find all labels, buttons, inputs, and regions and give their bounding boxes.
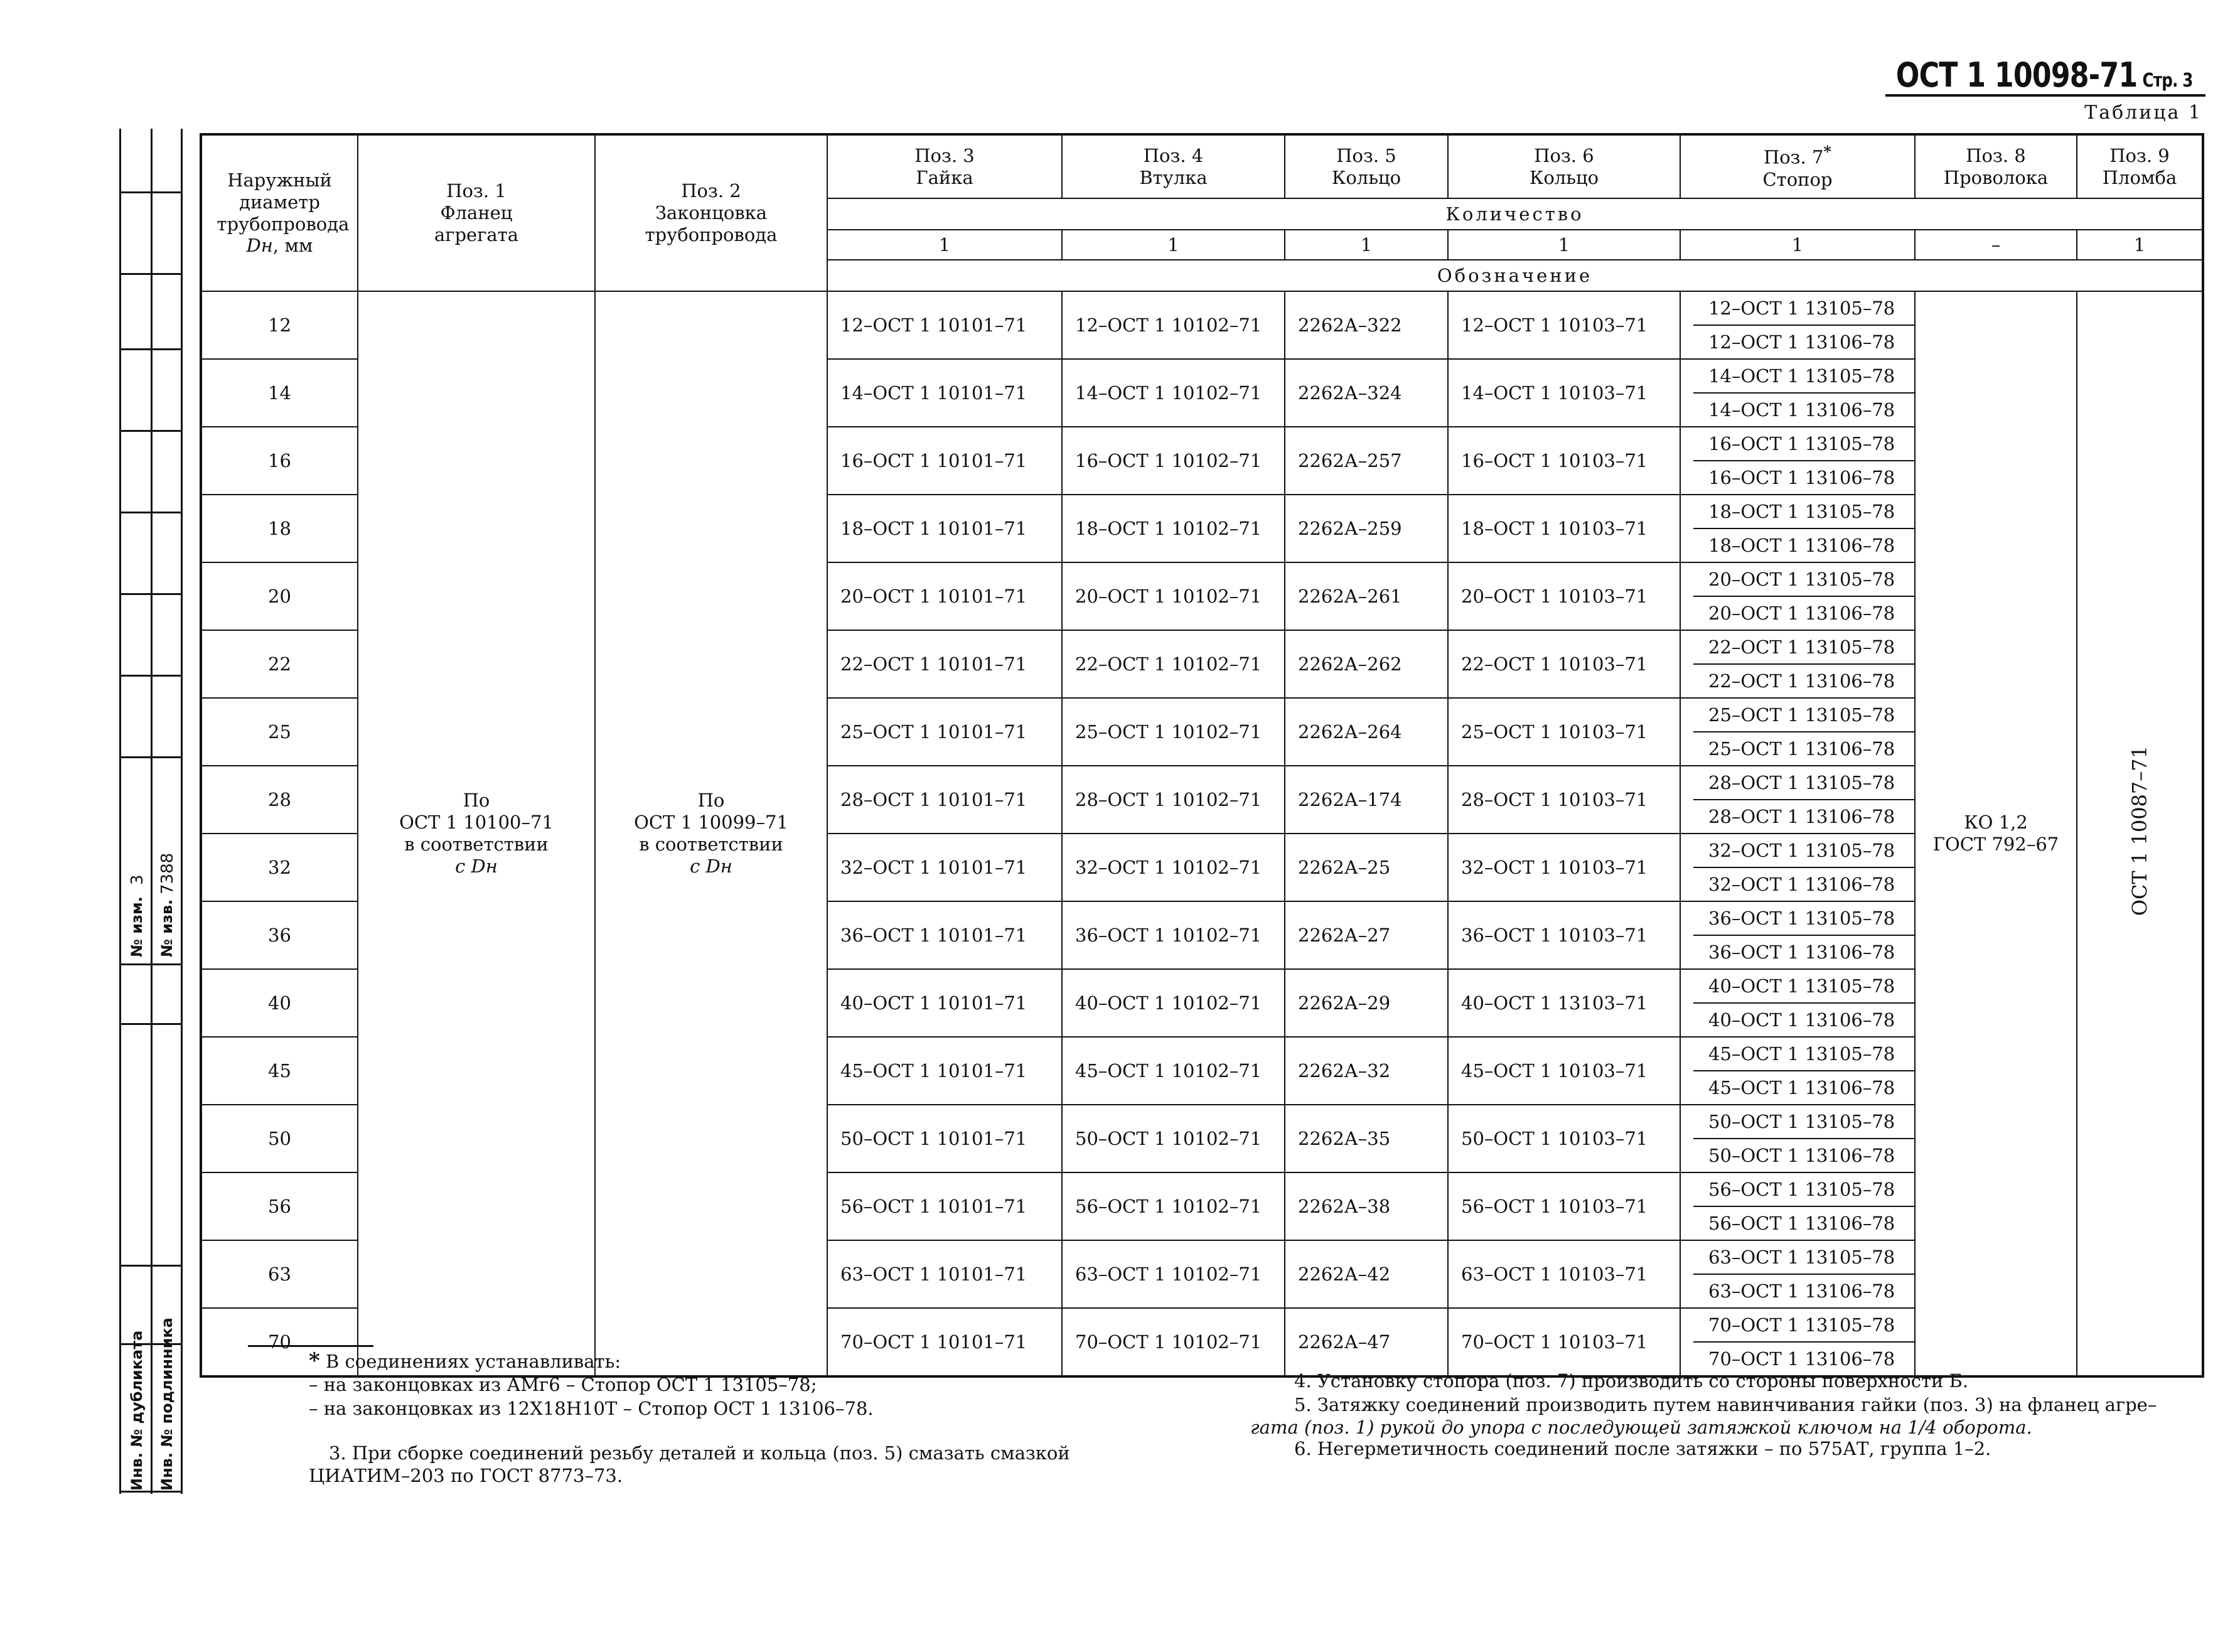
cell-pos4: 63–ОСТ 1 10102–71 <box>1062 1240 1285 1308</box>
header-pos9 <box>2077 134 2203 198</box>
cell-pos7-a: 25–ОСТ 1 13105–78 <box>1693 699 1914 732</box>
cell-pos6: 32–ОСТ 1 10103–71 <box>1448 834 1680 901</box>
header-pos4-number: Поз. 4 <box>1143 144 1204 166</box>
designation-label: Обозначение <box>827 260 2203 291</box>
note-6: 6. Негерметичность соединений после затяжки – по 575АТ, группа 1–2. <box>1294 1438 1991 1459</box>
cell-pos4: 25–ОСТ 1 10102–71 <box>1062 698 1285 766</box>
cell-pos3: 20–ОСТ 1 10101–71 <box>827 562 1062 630</box>
cell-pos7-a: 22–ОСТ 1 13105–78 <box>1693 631 1914 665</box>
stamp-dubl-label: Инв. № дубликата <box>128 1330 146 1491</box>
stamp-line <box>119 273 182 275</box>
cell-pos4: 36–ОСТ 1 10102–71 <box>1062 901 1285 969</box>
cell-pos4: 22–ОСТ 1 10102–71 <box>1062 630 1285 698</box>
cell-pos4: 28–ОСТ 1 10102–71 <box>1062 766 1285 834</box>
footnote-rule <box>248 1345 373 1347</box>
cell-pos6: 70–ОСТ 1 10103–71 <box>1448 1308 1680 1376</box>
stamp-izm-label: № изм. <box>128 896 146 957</box>
cell-pos7-b: 40–ОСТ 1 13106–78 <box>1708 1009 1895 1031</box>
cell-pos3: 28–ОСТ 1 10101–71 <box>827 766 1062 834</box>
note-3-line2: ЦИАТИМ–203 по ГОСТ 8773–73. <box>309 1465 623 1486</box>
header-underline <box>1885 94 2205 97</box>
header-diameter-symbol: Dн <box>246 235 273 257</box>
cell-pos7-b: 25–ОСТ 1 13106–78 <box>1708 738 1895 759</box>
cell-pos7-a: 12–ОСТ 1 13105–78 <box>1693 292 1914 326</box>
cell-pos7-a: 14–ОСТ 1 13105–78 <box>1693 360 1914 394</box>
cell-pos5: 2262А–259 <box>1285 495 1448 562</box>
stamp-line <box>119 191 182 193</box>
header-pos7-name: Стопор <box>1762 168 1833 190</box>
cell-pos4: 20–ОСТ 1 10102–71 <box>1062 562 1285 630</box>
standard-header <box>1896 55 2193 95</box>
stamp-line <box>119 593 182 595</box>
cell-pos7 <box>1680 766 1915 834</box>
cell-pos6: 28–ОСТ 1 10103–71 <box>1448 766 1680 834</box>
cell-pos7 <box>1680 359 1915 427</box>
qty-pos9: 1 <box>2077 230 2203 260</box>
cell-pos7-a: 50–ОСТ 1 13105–78 <box>1693 1105 1914 1139</box>
cell-pos5: 2262А–47 <box>1285 1308 1448 1376</box>
cell-diameter: 45 <box>201 1037 358 1105</box>
stamp-izv-value: 7388 <box>158 852 177 894</box>
table-row <box>201 291 2203 359</box>
stamp-line <box>119 129 121 1494</box>
cell-pos5: 2262А–322 <box>1285 291 1448 359</box>
cell-pos6: 22–ОСТ 1 10103–71 <box>1448 630 1680 698</box>
header-pos8-number: Поз. 8 <box>1966 144 2026 166</box>
cell-pos4: 45–ОСТ 1 10102–71 <box>1062 1037 1285 1105</box>
header-pos7-number: Поз. 7 <box>1763 147 1824 169</box>
cell-pos6: 45–ОСТ 1 10103–71 <box>1448 1037 1680 1105</box>
cell-diameter: 63 <box>201 1240 358 1308</box>
cell-diameter: 14 <box>201 359 358 427</box>
qty-pos6: 1 <box>1448 230 1680 260</box>
header-pos4 <box>1062 134 1285 198</box>
cell-pos9-merged <box>2077 291 2203 1376</box>
cell-pos7-b: 20–ОСТ 1 13106–78 <box>1708 603 1895 624</box>
stamp-izv-label: № изв. <box>158 899 176 957</box>
cell-pos2-merged <box>595 291 827 1376</box>
cell-pos4: 40–ОСТ 1 10102–71 <box>1062 969 1285 1037</box>
header-pos3 <box>827 134 1062 198</box>
header-pos9-number: Поз. 9 <box>2109 144 2170 166</box>
stamp-line <box>151 129 153 1494</box>
cell-pos7 <box>1680 901 1915 969</box>
header-pos3-name: Гайка <box>916 166 973 188</box>
cell-pos5: 2262А–32 <box>1285 1037 1448 1105</box>
cell-pos3: 22–ОСТ 1 10101–71 <box>827 630 1062 698</box>
header-pos6-number: Поз. 6 <box>1534 144 1594 166</box>
pos1-line4: с Dн <box>455 855 498 877</box>
note-3-line1: 3. При сборке соединений резьбу деталей и кольца (поз. 5) смазать смазкой <box>329 1442 1070 1464</box>
cell-pos6: 50–ОСТ 1 10103–71 <box>1448 1105 1680 1172</box>
stamp-line <box>119 1491 182 1493</box>
cell-pos6: 12–ОСТ 1 10103–71 <box>1448 291 1680 359</box>
cell-diameter: 56 <box>201 1172 358 1240</box>
footnote-intro: В соединениях устанавливать: <box>326 1351 621 1372</box>
cell-pos7 <box>1680 1240 1915 1308</box>
header-pos3-number: Поз. 3 <box>914 144 975 166</box>
header-pos6 <box>1448 134 1680 198</box>
header-pos7-mark: * <box>1823 142 1832 161</box>
standard-number: ОСТ 1 10098-71 <box>1896 55 2138 95</box>
footnote-a: – на законцовках из АМг6 – Стопор ОСТ 1 13105–78; <box>309 1374 817 1395</box>
cell-pos6: 25–ОСТ 1 10103–71 <box>1448 698 1680 766</box>
cell-pos7-b: 28–ОСТ 1 13106–78 <box>1708 806 1895 827</box>
header-pos1 <box>358 134 595 291</box>
cell-pos7-b: 32–ОСТ 1 13106–78 <box>1708 874 1895 895</box>
cell-pos3: 70–ОСТ 1 10101–71 <box>827 1308 1062 1376</box>
cell-pos5: 2262А–42 <box>1285 1240 1448 1308</box>
cell-pos5: 2262А–27 <box>1285 901 1448 969</box>
cell-diameter: 50 <box>201 1105 358 1172</box>
cell-pos4: 14–ОСТ 1 10102–71 <box>1062 359 1285 427</box>
cell-pos7-b: 50–ОСТ 1 13106–78 <box>1708 1145 1895 1166</box>
cell-diameter: 18 <box>201 495 358 562</box>
table-title: Таблица 1 <box>2084 102 2202 124</box>
cell-pos7-b: 18–ОСТ 1 13106–78 <box>1708 535 1895 556</box>
cell-pos7-a: 28–ОСТ 1 13105–78 <box>1693 766 1914 800</box>
cell-pos7 <box>1680 291 1915 359</box>
cell-pos7-a: 36–ОСТ 1 13105–78 <box>1693 902 1914 936</box>
cell-pos7-a: 45–ОСТ 1 13105–78 <box>1693 1038 1914 1071</box>
cell-pos3: 50–ОСТ 1 10101–71 <box>827 1105 1062 1172</box>
cell-pos6: 36–ОСТ 1 10103–71 <box>1448 901 1680 969</box>
stamp-line <box>181 129 183 1494</box>
stamp-izm-value: 3 <box>128 874 147 885</box>
cell-pos7-a: 32–ОСТ 1 13105–78 <box>1693 834 1914 868</box>
cell-pos5: 2262А–257 <box>1285 427 1448 495</box>
cell-pos5: 2262А–35 <box>1285 1105 1448 1172</box>
cell-pos7-b: 56–ОСТ 1 13106–78 <box>1708 1213 1895 1234</box>
cell-pos3: 12–ОСТ 1 10101–71 <box>827 291 1062 359</box>
cell-pos5: 2262А–262 <box>1285 630 1448 698</box>
cell-pos5: 2262А–324 <box>1285 359 1448 427</box>
cell-pos8-merged <box>1915 291 2077 1376</box>
header-pos2-name: Законцовка трубопровода <box>645 202 778 245</box>
header-diameter <box>201 134 358 291</box>
pos2-line2: ОСТ 1 10099–71 <box>634 812 788 834</box>
note-4: 4. Установку стопора (поз. 7) производить со стороны поверхности Б. <box>1294 1370 1969 1392</box>
cell-diameter: 20 <box>201 562 358 630</box>
footnote-star <box>309 1349 621 1373</box>
cell-diameter: 22 <box>201 630 358 698</box>
cell-pos7 <box>1680 1037 1915 1105</box>
cell-pos3: 56–ОСТ 1 10101–71 <box>827 1172 1062 1240</box>
cell-pos7-a: 70–ОСТ 1 13105–78 <box>1693 1309 1914 1343</box>
stamp-line <box>119 512 182 513</box>
cell-pos3: 36–ОСТ 1 10101–71 <box>827 901 1062 969</box>
cell-pos7-a: 40–ОСТ 1 13105–78 <box>1693 970 1914 1004</box>
cell-pos7 <box>1680 427 1915 495</box>
cell-pos5: 2262А–29 <box>1285 969 1448 1037</box>
header-pos5-number: Поз. 5 <box>1336 144 1396 166</box>
cell-diameter: 70 <box>201 1308 358 1376</box>
header-pos5 <box>1285 134 1448 198</box>
cell-pos7-a: 20–ОСТ 1 13105–78 <box>1693 563 1914 597</box>
header-pos2-number: Поз. 2 <box>681 180 741 202</box>
header-pos8-name: Проволока <box>1943 166 2049 188</box>
pos2-line4: с Dн <box>690 855 732 877</box>
stamp-line <box>119 756 182 758</box>
pos1-line1: По <box>463 790 490 812</box>
cell-pos7-b: 45–ОСТ 1 13106–78 <box>1708 1077 1895 1098</box>
cell-pos7 <box>1680 562 1915 630</box>
cell-pos7-b: 70–ОСТ 1 13106–78 <box>1708 1348 1895 1370</box>
table-body <box>201 291 2203 1376</box>
pos2-line1: По <box>697 790 725 812</box>
stamp-podl-label: Инв. № подлинника <box>158 1317 176 1491</box>
cell-diameter: 32 <box>201 834 358 901</box>
cell-pos7 <box>1680 969 1915 1037</box>
pos8-line2: ГОСТ 792–67 <box>1932 834 2059 855</box>
cell-pos3: 32–ОСТ 1 10101–71 <box>827 834 1062 901</box>
cell-diameter: 25 <box>201 698 358 766</box>
header-pos4-name: Втулка <box>1139 166 1208 188</box>
cell-pos6: 14–ОСТ 1 10103–71 <box>1448 359 1680 427</box>
stamp-line <box>119 1265 182 1267</box>
header-pos5-name: Кольцо <box>1331 166 1401 188</box>
cell-pos5: 2262А–261 <box>1285 562 1448 630</box>
cell-pos6: 18–ОСТ 1 10103–71 <box>1448 495 1680 562</box>
cell-pos7-a: 16–ОСТ 1 13105–78 <box>1693 427 1914 461</box>
cell-pos7-b: 63–ОСТ 1 13106–78 <box>1708 1280 1895 1302</box>
header-pos9-name: Пломба <box>2102 166 2177 188</box>
cell-pos7-a: 63–ОСТ 1 13105–78 <box>1693 1241 1914 1275</box>
cell-diameter: 12 <box>201 291 358 359</box>
cell-pos3: 14–ОСТ 1 10101–71 <box>827 359 1062 427</box>
cell-pos4: 18–ОСТ 1 10102–71 <box>1062 495 1285 562</box>
stamp-line <box>119 675 182 677</box>
note-5-line2: гата (поз. 1) рукой до упора с последующей затяжкой ключом на 1/4 оборота. <box>1250 1417 2032 1438</box>
cell-diameter: 36 <box>201 901 358 969</box>
cell-diameter: 40 <box>201 969 358 1037</box>
cell-pos7 <box>1680 1172 1915 1240</box>
cell-pos7-b: 36–ОСТ 1 13106–78 <box>1708 941 1895 963</box>
cell-pos6: 63–ОСТ 1 10103–71 <box>1448 1240 1680 1308</box>
cell-pos7 <box>1680 495 1915 562</box>
cell-pos3: 25–ОСТ 1 10101–71 <box>827 698 1062 766</box>
qty-pos5: 1 <box>1285 230 1448 260</box>
cell-pos3: 40–ОСТ 1 10101–71 <box>827 969 1062 1037</box>
cell-diameter: 28 <box>201 766 358 834</box>
cell-pos4: 12–ОСТ 1 10102–71 <box>1062 291 1285 359</box>
qty-pos8: – <box>1915 230 2077 260</box>
footnote-b: – на законцовках из 12Х18Н10Т – Стопор ОСТ 1 13106–78. <box>309 1398 874 1419</box>
pos9-text: ОСТ 1 10087–71 <box>2127 746 2152 916</box>
page-number: Стр. 3 <box>2142 70 2193 92</box>
header-pos2 <box>595 134 827 291</box>
cell-pos7-a: 18–ОСТ 1 13105–78 <box>1693 495 1914 529</box>
cell-pos7-b: 22–ОСТ 1 13106–78 <box>1708 670 1895 692</box>
cell-pos7-b: 14–ОСТ 1 13106–78 <box>1708 399 1895 421</box>
cell-pos4: 50–ОСТ 1 10102–71 <box>1062 1105 1285 1172</box>
cell-pos5: 2262А–174 <box>1285 766 1448 834</box>
cell-pos7-a: 56–ОСТ 1 13105–78 <box>1693 1173 1914 1207</box>
cell-pos7-b: 16–ОСТ 1 13106–78 <box>1708 467 1895 488</box>
footnote-star-mark: * <box>309 1348 320 1373</box>
cell-pos4: 16–ОСТ 1 10102–71 <box>1062 427 1285 495</box>
header-pos6-name: Кольцо <box>1529 166 1599 188</box>
note-5-line1: 5. Затяжку соединений производить путем навинчивания гайки (поз. 3) на фланец агре– <box>1294 1394 2157 1415</box>
cell-pos4: 70–ОСТ 1 10102–71 <box>1062 1308 1285 1376</box>
header-pos1-name: Фланец агрегата <box>434 202 519 245</box>
cell-pos7 <box>1680 1308 1915 1376</box>
cell-pos7 <box>1680 834 1915 901</box>
cell-pos3: 16–ОСТ 1 10101–71 <box>827 427 1062 495</box>
spec-table <box>200 133 2204 1378</box>
header-pos8 <box>1915 134 2077 198</box>
margin-stamp <box>119 129 183 1494</box>
pos2-line3: в соответствии <box>639 834 783 855</box>
qty-pos4: 1 <box>1062 230 1285 260</box>
cell-pos6: 16–ОСТ 1 10103–71 <box>1448 427 1680 495</box>
stamp-line <box>119 430 182 432</box>
header-pos1-number: Поз. 1 <box>446 180 506 202</box>
cell-pos3: 63–ОСТ 1 10101–71 <box>827 1240 1062 1308</box>
cell-pos1-merged <box>358 291 595 1376</box>
stamp-line <box>119 963 182 965</box>
cell-pos5: 2262А–264 <box>1285 698 1448 766</box>
cell-pos5: 2262А–25 <box>1285 834 1448 901</box>
cell-pos6: 20–ОСТ 1 10103–71 <box>1448 562 1680 630</box>
cell-pos3: 18–ОСТ 1 10101–71 <box>827 495 1062 562</box>
pos1-line2: ОСТ 1 10100–71 <box>399 812 554 834</box>
header-diameter-text: Наружный диаметр трубопровода <box>217 169 350 235</box>
cell-pos6: 40–ОСТ 1 13103–71 <box>1448 969 1680 1037</box>
pos1-line3: в соответствии <box>404 834 549 855</box>
cell-diameter: 16 <box>201 427 358 495</box>
cell-pos7 <box>1680 1105 1915 1172</box>
cell-pos5: 2262А–38 <box>1285 1172 1448 1240</box>
cell-pos7-b: 12–ОСТ 1 13106–78 <box>1708 331 1895 353</box>
header-pos7 <box>1680 134 1915 198</box>
cell-pos7 <box>1680 630 1915 698</box>
cell-pos6: 56–ОСТ 1 10103–71 <box>1448 1172 1680 1240</box>
cell-pos4: 56–ОСТ 1 10102–71 <box>1062 1172 1285 1240</box>
header-diameter-unit: , мм <box>272 235 313 257</box>
stamp-line <box>119 1023 182 1025</box>
pos8-line1: КО 1,2 <box>1964 812 2028 834</box>
qty-pos3: 1 <box>827 230 1062 260</box>
cell-pos7 <box>1680 698 1915 766</box>
qty-pos7: 1 <box>1680 230 1915 260</box>
quantity-label: Количество <box>827 198 2203 230</box>
cell-pos3: 45–ОСТ 1 10101–71 <box>827 1037 1062 1105</box>
stamp-line <box>119 348 182 350</box>
cell-pos4: 32–ОСТ 1 10102–71 <box>1062 834 1285 901</box>
